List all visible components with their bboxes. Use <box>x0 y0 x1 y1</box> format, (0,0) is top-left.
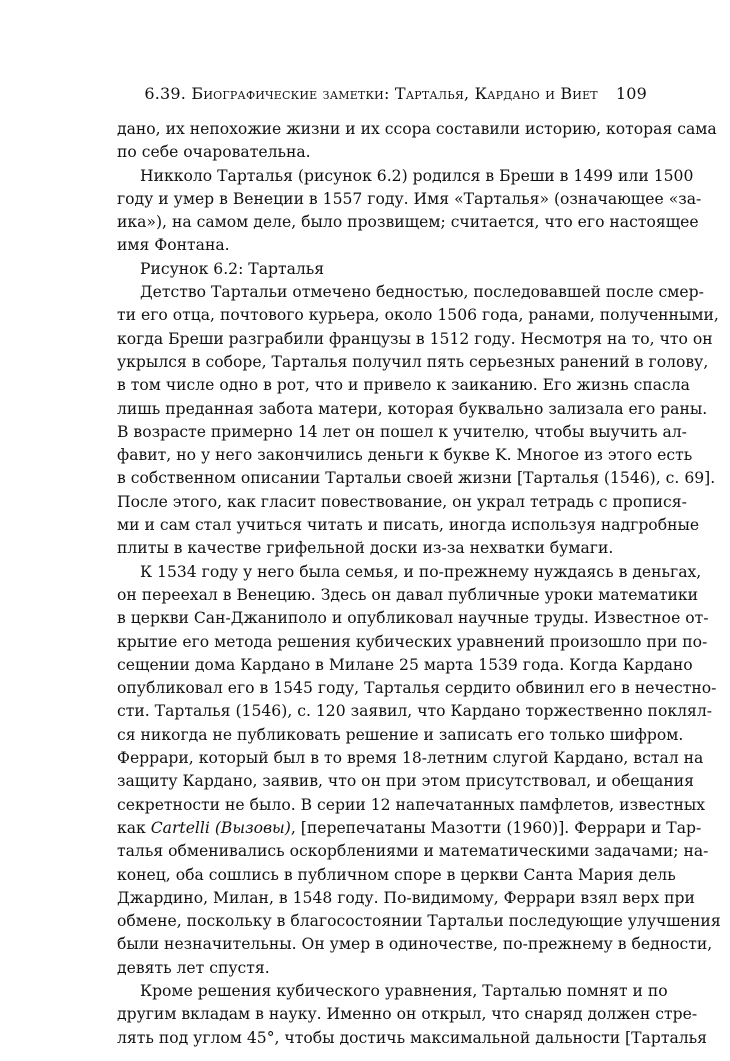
text-line: Джардино, Милан, в 1548 году. По-видимому, Феррари взял верх при <box>117 888 695 907</box>
text-line: дано, их непохожие жизни и их ссора составили историю, которая сама <box>117 120 717 138</box>
text-line: были незначительны. Он умер в одиночестве, по-прежнему в бедности, <box>117 935 713 954</box>
text-line: конец, оба сошлись в публичном споре в церкви Санта Мария дель <box>117 865 676 884</box>
text-line: он переехал в Венецию. Здесь он давал публичные уроки математики <box>117 585 699 604</box>
text-line: Феррари, который был в то время 18-летним слугой Кардано, встал на <box>117 749 704 768</box>
page-number: 109 <box>615 84 647 103</box>
text-line: ся никогда не публиковать решение и записать его только шифром. <box>117 725 684 744</box>
text-line: опубликовал его в 1545 году, Тарталья сердито обвинил его в нечестно- <box>117 679 717 698</box>
text-line: укрылся в соборе, Тарталья получил пять серьезных ранений в голову, <box>117 352 709 371</box>
text-line: сещении дома Кардано в Милане 25 марта 1539 года. Когда Кардано <box>117 655 693 674</box>
text-line <box>117 817 702 840</box>
text-line: имя Фонтана. <box>117 236 230 255</box>
text-segment: как <box>117 818 151 837</box>
text-line: по себе очаровательна. <box>117 143 311 162</box>
text-line: крытие его метода решения кубических уравнений произошло при по- <box>117 632 708 651</box>
text-line: лять под углом 45°, чтобы достичь максимальной дальности [Тарталья <box>117 1028 707 1047</box>
page <box>117 84 721 1050</box>
text-line: в том числе одно в рот, что и привело к заиканию. Его жизнь спасла <box>117 376 690 395</box>
text-line: когда Бреши разграбили французы в 1512 году. Несмотря на то, что он <box>117 329 713 348</box>
text-segment: , [перепечатаны Мазотти (1960)]. Феррари и Тар- <box>290 818 702 837</box>
text-line: другим вкладам в науку. Именно он открыл, что снаряд должен стре- <box>117 1005 698 1024</box>
text-line: фавит, но у него закончились деньги к букве K. Многое из этого есть <box>117 446 693 465</box>
text-line: К 1534 году у него была семья, и по-прежнему нуждаясь в деньгах, <box>140 562 702 581</box>
text-line: секретности не было. В серии 12 напечатанных памфлетов, известных <box>117 795 706 814</box>
text-line: девять лет спустя. <box>117 958 270 977</box>
text-line: После этого, как гласит повествование, он украл тетрадь с пропися- <box>117 492 687 511</box>
text-line: плиты в качестве грифельной доски из-за нехватки бумаги. <box>117 539 614 558</box>
text-line: обмене, поскольку в благосостоянии Тартальи последующие улучшения <box>117 912 721 931</box>
running-head-title: 6.39. Биографические заметки: Тарталья, Кардано и Виет <box>144 84 598 103</box>
text-line: в церкви Сан-Джаниполо и опубликовал научные труды. Известное от- <box>117 609 709 628</box>
text-line: Кроме решения кубического уравнения, Тарталью помнят и по <box>140 981 668 1000</box>
text-line: ика»), на самом деле, было прозвищем; считается, что его настоящее <box>117 213 699 232</box>
text-line: Никколо Тарталья (рисунок 6.2) родился в Бреши в 1499 или 1500 <box>140 166 694 185</box>
text-line: году и умер в Венеции в 1557 году. Имя «Тарталья» (означающее «за- <box>117 189 702 208</box>
text-line: В возрасте примерно 14 лет он пошел к учителю, чтобы выучить ал- <box>117 422 687 441</box>
text-line: в собственном описании Тартальи своей жизни [Тарталья (1546), с. 69]. <box>117 469 716 488</box>
text-line: талья обменивались оскорблениями и математическими задачами; на- <box>117 842 709 861</box>
text-line: лишь преданная забота матери, которая буквально зализала его раны. <box>117 399 708 418</box>
text-line: сти. Тарталья (1546), с. 120 заявил, что Кардано торжественно поклял- <box>117 702 713 721</box>
italic-title: Cartelli (Вызовы) <box>150 818 291 837</box>
running-head <box>117 84 647 110</box>
text-line: ми и сам стал учиться читать и писать, иногда используя надгробные <box>117 516 700 535</box>
text-line: ти его отца, почтового курьера, около 1506 года, ранами, полученными, <box>117 306 719 325</box>
text-line: Детство Тартальи отмечено бедностью, последовавшей после смер- <box>140 283 704 302</box>
text-line: защиту Кардано, заявив, что он при этом присутствовал, и обещания <box>117 772 694 791</box>
figure-caption: Рисунок 6.2: Тарталья <box>140 259 325 278</box>
body-text <box>117 118 721 1050</box>
